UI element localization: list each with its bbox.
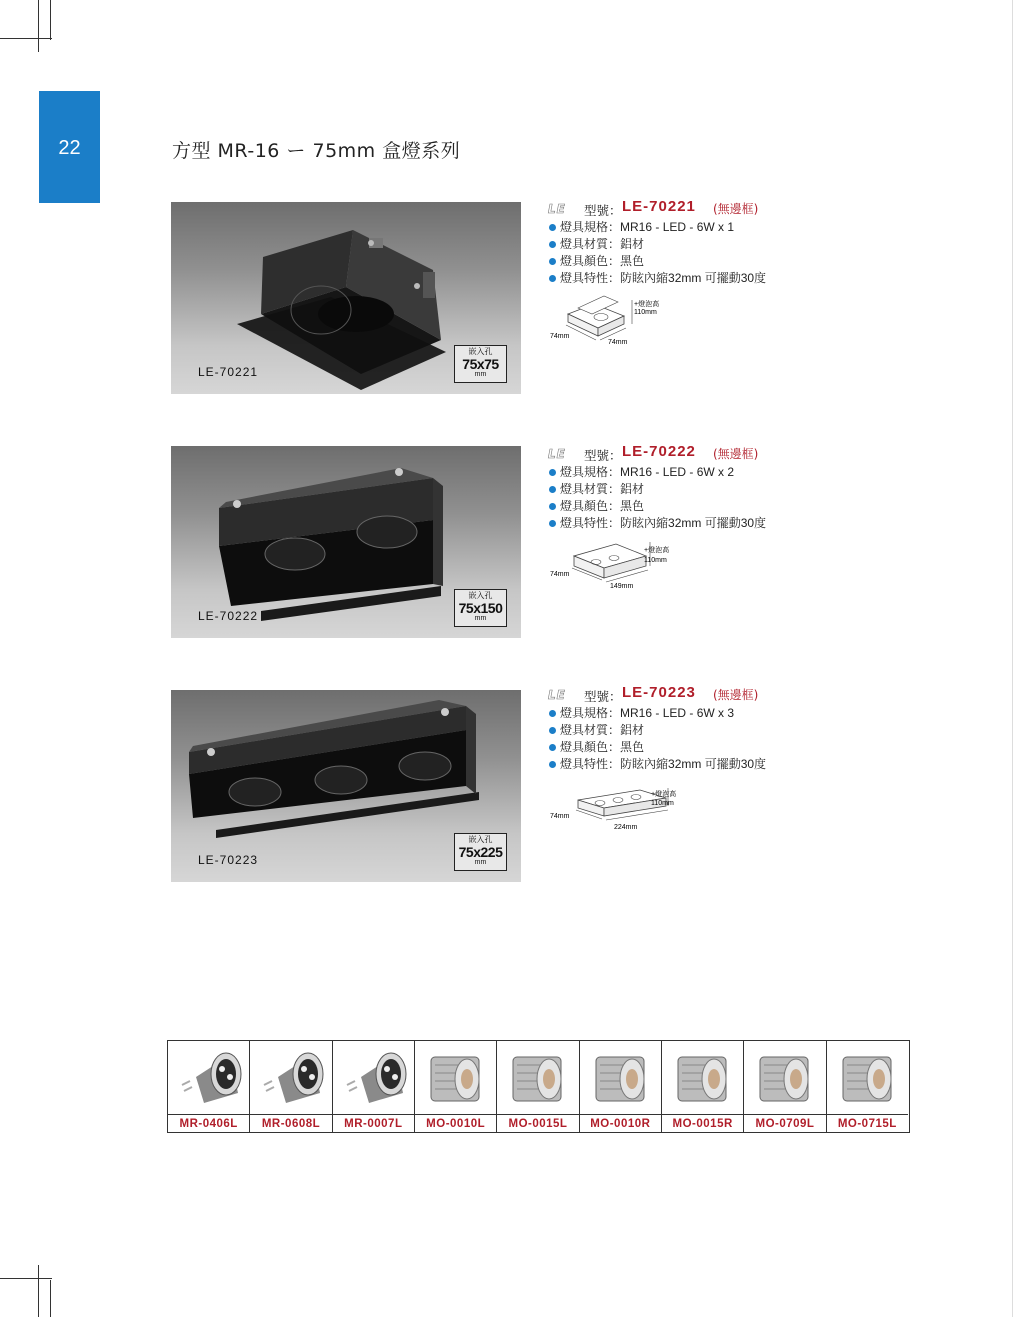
bulb-cell [662,1041,744,1132]
spec-item [548,219,808,236]
bulb-cell [580,1041,662,1132]
bulb-model-label: MO-0010R [580,1114,661,1133]
model-number: LE-70222 [622,443,696,460]
spec-label: 燈具規格： [560,220,621,234]
photo-model-label: LE-70221 [198,365,259,379]
bulb-cell [744,1041,826,1132]
cutout-size: 75x225 [458,844,503,860]
spec-list [548,464,808,532]
spec-item [548,253,808,270]
spec-label: 燈具材質： [560,723,621,737]
page-number: 22 [58,137,81,159]
spec-list [548,705,808,773]
dimension-drawing-3 [548,786,688,834]
photo-model-label: LE-70223 [198,853,259,867]
crop-mark-top-v [38,0,39,52]
model-number: LE-70223 [622,684,696,701]
dim-width: 74mm [608,339,628,346]
product-spec-1 [548,200,808,287]
dim-depth: 74mm [550,571,570,578]
dim-height: 110mm [644,557,667,564]
bulb-cell [415,1041,497,1132]
page-number-tab [39,91,100,203]
led-module-bulb-icon [497,1041,578,1114]
crop-mark-top-h [0,38,52,39]
spec-value: 防眩內縮32mm 可擺動30度 [620,757,767,771]
spec-value: MR16 - LED - 6W x 2 [620,465,735,479]
frame-note: (無邊框) [713,202,759,216]
product-spec-2 [548,445,808,532]
spec-value: 防眩內縮32mm 可擺動30度 [620,271,767,285]
model-label: 型號： [584,689,622,704]
bulb-model-label: MO-0015R [662,1114,743,1133]
bullet-icon [549,486,556,493]
spec-label: 燈具規格： [560,465,621,479]
cutout-size-box [454,589,507,627]
spec-label: 燈具顏色： [560,499,621,513]
spec-item [548,722,808,739]
bullet-icon [549,241,556,248]
spec-label: 燈具顏色： [560,740,621,754]
dim-height: 110mm [634,309,657,316]
spec-item [548,498,808,515]
le-brand-icon: LE [548,447,566,461]
product-photo-3 [171,690,521,882]
led-module-bulb-icon [662,1041,743,1114]
bullet-icon [549,275,556,282]
bullet-icon [549,258,556,265]
spec-label: 燈具規格： [560,706,621,720]
bullet-icon [549,503,556,510]
bulb-model-label: MR-0007L [333,1114,414,1133]
spec-label: 燈具特性： [560,757,621,771]
crop-mark-bottom-h [0,1278,52,1279]
dim-width: 224mm [614,824,638,831]
product-spec-3 [548,686,808,773]
mr16-bulb-icon [333,1041,414,1114]
cutout-size: 75x150 [458,600,503,616]
bullet-icon [549,727,556,734]
product-photo-2 [171,446,521,638]
frame-note: (無邊框) [713,447,759,461]
dimension-drawing-1 [548,292,678,348]
spec-item [548,739,808,756]
model-row [548,200,808,219]
crop-mark-right [1012,0,1013,1317]
cutout-unit: mm [474,371,487,378]
le-brand-icon: LE [548,202,566,216]
dimension-drawing-2 [548,538,678,590]
page-title: 方型 MR-16 ー 75mm 盒燈系列 [172,140,461,162]
bullet-icon [549,744,556,751]
bulb-cell [827,1041,908,1132]
spec-item [548,705,808,722]
bullet-icon [549,469,556,476]
spec-label: 燈具顏色： [560,254,621,268]
crop-mark-top-v2 [50,0,51,40]
spec-value: 黑色 [620,740,645,754]
spec-item [548,756,808,773]
spec-item [548,464,808,481]
bulb-cell [250,1041,332,1132]
bullet-icon [549,520,556,527]
led-module-bulb-icon [744,1041,825,1114]
spec-item [548,481,808,498]
spec-item [548,236,808,253]
bulb-cell [497,1041,579,1132]
crop-mark-bottom-v2 [50,1280,51,1317]
bulb-model-label: MR-0608L [250,1114,331,1133]
bulb-model-label: MO-0715L [827,1114,908,1133]
cutout-size-box [454,833,507,871]
dim-depth: 74mm [550,333,570,340]
spec-label: 燈具材質： [560,482,621,496]
dim-height-label: +燈泡高 [634,301,660,308]
bullet-icon [549,761,556,768]
spec-value: 防眩內縮32mm 可擺動30度 [620,516,767,530]
spec-value: MR16 - LED - 6W x 1 [620,220,735,234]
model-row [548,686,808,705]
bulb-model-label: MR-0406L [168,1114,249,1133]
cutout-title: 嵌入孔 [468,591,493,600]
bullet-icon [549,224,556,231]
frame-note: (無邊框) [713,688,759,702]
cutout-title: 嵌入孔 [468,347,493,356]
le-brand-icon: LE [548,688,566,702]
bullet-icon [549,710,556,717]
led-module-bulb-icon [580,1041,661,1114]
bulb-cell [168,1041,250,1132]
spec-label: 燈具材質： [560,237,621,251]
cutout-title: 嵌入孔 [468,835,493,844]
led-module-bulb-icon [827,1041,908,1114]
mr16-bulb-icon [168,1041,249,1114]
dim-height: 110mm [651,800,674,807]
spec-value: 鋁材 [620,482,645,496]
cutout-size-box [454,345,507,383]
bulb-model-label: MO-0015L [497,1114,578,1133]
spec-item [548,515,808,532]
model-label: 型號： [584,448,622,463]
spec-value: 黑色 [620,254,645,268]
cutout-size: 75x75 [462,356,499,372]
spec-label: 燈具特性： [560,516,621,530]
dim-height-label: +燈泡高 [651,791,677,798]
bulb-model-label: MO-0010L [415,1114,496,1133]
spec-value: 鋁材 [620,237,645,251]
dim-depth: 74mm [550,813,570,820]
photo-model-label: LE-70222 [198,609,259,623]
bulb-model-label: MO-0709L [744,1114,825,1133]
crop-mark-bottom-v [38,1265,39,1317]
cutout-unit: mm [474,615,487,622]
bulb-cell [333,1041,415,1132]
cutout-unit: mm [474,859,487,866]
spec-item [548,270,808,287]
led-module-bulb-icon [415,1041,496,1114]
mr16-bulb-icon [250,1041,331,1114]
dim-width: 149mm [610,583,634,590]
spec-label: 燈具特性： [560,271,621,285]
spec-value: 鋁材 [620,723,645,737]
model-row [548,445,808,464]
model-label: 型號： [584,203,622,218]
product-photo-1 [171,202,521,394]
dim-height-label: +燈泡高 [644,547,670,554]
bulb-table [167,1040,910,1133]
spec-value: MR16 - LED - 6W x 3 [620,706,735,720]
model-number: LE-70221 [622,198,696,215]
spec-list [548,219,808,287]
spec-value: 黑色 [620,499,645,513]
